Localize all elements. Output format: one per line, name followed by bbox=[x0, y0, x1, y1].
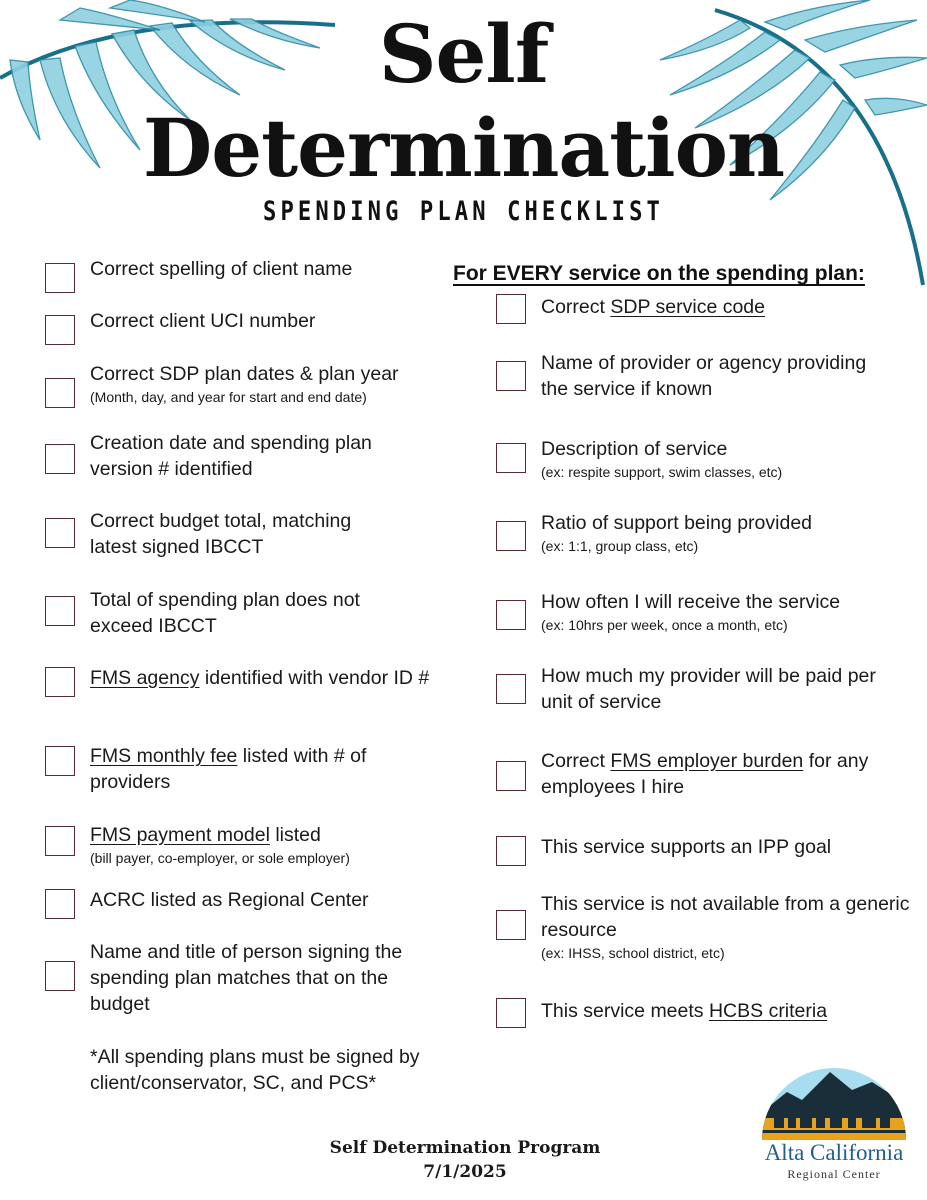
alta-california-logo bbox=[762, 1060, 906, 1140]
checkbox[interactable] bbox=[45, 444, 75, 474]
subtitle: SPENDING PLAN CHECKLIST bbox=[263, 196, 664, 227]
logo-subtitle: Regional Center bbox=[787, 1167, 881, 1181]
left-item-label: FMS agency identified with vendor ID # bbox=[90, 667, 430, 689]
checkbox[interactable] bbox=[45, 378, 75, 408]
left-item-label: Correct spelling of client name bbox=[90, 258, 353, 280]
right-item-label: Description of service (ex: respite support, swim classes, etc) bbox=[541, 436, 901, 482]
checkbox[interactable] bbox=[496, 836, 526, 866]
left-item-label: Correct SDP plan dates & plan year (Month, day, and year for start and end date) bbox=[90, 361, 440, 407]
right-item-hint: (ex: 10hrs per week, once a month, etc) bbox=[541, 617, 788, 633]
right-item-label: How often I will receive the service (ex: 10hrs per week, once a month, etc) bbox=[541, 589, 911, 635]
right-item-label: Ratio of support being provided (ex: 1:1, group class, etc) bbox=[541, 510, 901, 556]
checkbox[interactable] bbox=[496, 294, 526, 324]
left-item-label: Correct budget total, matching latest signed IBCCT bbox=[90, 510, 352, 558]
footer-program-name: Self Determination Program bbox=[329, 1138, 601, 1158]
checkbox[interactable] bbox=[45, 596, 75, 626]
left-item-hint: (bill payer, co-employer, or sole employer) bbox=[90, 850, 350, 866]
checkbox[interactable] bbox=[496, 910, 526, 940]
checkbox[interactable] bbox=[496, 998, 526, 1028]
left-item-label: FMS monthly fee listed with # of providers bbox=[90, 745, 367, 793]
checkbox[interactable] bbox=[45, 518, 75, 548]
left-item-label: FMS payment model listed (bill payer, co-employer, or sole employer) bbox=[90, 822, 440, 868]
left-item-label: Creation date and spending plan version # identified bbox=[90, 432, 372, 480]
right-item-label: This service meets HCBS criteria bbox=[541, 1000, 828, 1022]
checkbox[interactable] bbox=[45, 826, 75, 856]
title-line-2: Determination bbox=[142, 101, 785, 195]
footer-date: 7/1/2025 bbox=[423, 1162, 507, 1182]
checkbox[interactable] bbox=[496, 361, 526, 391]
logo-name: Alta California bbox=[764, 1140, 904, 1165]
right-item-label: This service is not available from a generic resource (ex: IHSS, school district, etc) bbox=[541, 893, 910, 961]
checkbox[interactable] bbox=[496, 674, 526, 704]
title-line-1: Self bbox=[378, 7, 549, 101]
checkbox[interactable] bbox=[45, 315, 75, 345]
checkbox[interactable] bbox=[45, 889, 75, 919]
checkbox[interactable] bbox=[496, 600, 526, 630]
checkbox[interactable] bbox=[496, 761, 526, 791]
right-item-label: Correct FMS employer burden for any employees I hire bbox=[541, 750, 869, 798]
left-item-label: Correct client UCI number bbox=[90, 310, 316, 332]
left-item-label: ACRC listed as Regional Center bbox=[90, 889, 369, 911]
right-item-label: How much my provider will be paid per unit of service bbox=[541, 665, 876, 713]
left-item-label: Total of spending plan does not exceed IBCCT bbox=[90, 589, 360, 637]
checkbox[interactable] bbox=[496, 521, 526, 551]
checkbox[interactable] bbox=[45, 667, 75, 697]
signature-note: *All spending plans must be signed by client/conservator, SC, and PCS* bbox=[90, 1046, 420, 1094]
right-item-label: Name of provider or agency providing the service if known bbox=[541, 352, 867, 400]
right-item-hint: (ex: 1:1, group class, etc) bbox=[541, 538, 699, 554]
right-item-label: This service supports an IPP goal bbox=[541, 836, 832, 858]
checkbox[interactable] bbox=[45, 746, 75, 776]
right-item-hint: (ex: respite support, swim classes, etc) bbox=[541, 464, 783, 480]
left-item-hint: (Month, day, and year for start and end date) bbox=[90, 389, 367, 405]
checkbox[interactable] bbox=[496, 443, 526, 473]
right-item-hint: (ex: IHSS, school district, etc) bbox=[541, 945, 725, 961]
right-item-label: Correct SDP service code bbox=[541, 296, 765, 318]
checkbox[interactable] bbox=[45, 961, 75, 991]
right-column-heading: For EVERY service on the spending plan: bbox=[453, 262, 865, 285]
left-item-label: Name and title of person signing the spending plan matches that on the budget bbox=[90, 941, 403, 1015]
checkbox[interactable] bbox=[45, 263, 75, 293]
